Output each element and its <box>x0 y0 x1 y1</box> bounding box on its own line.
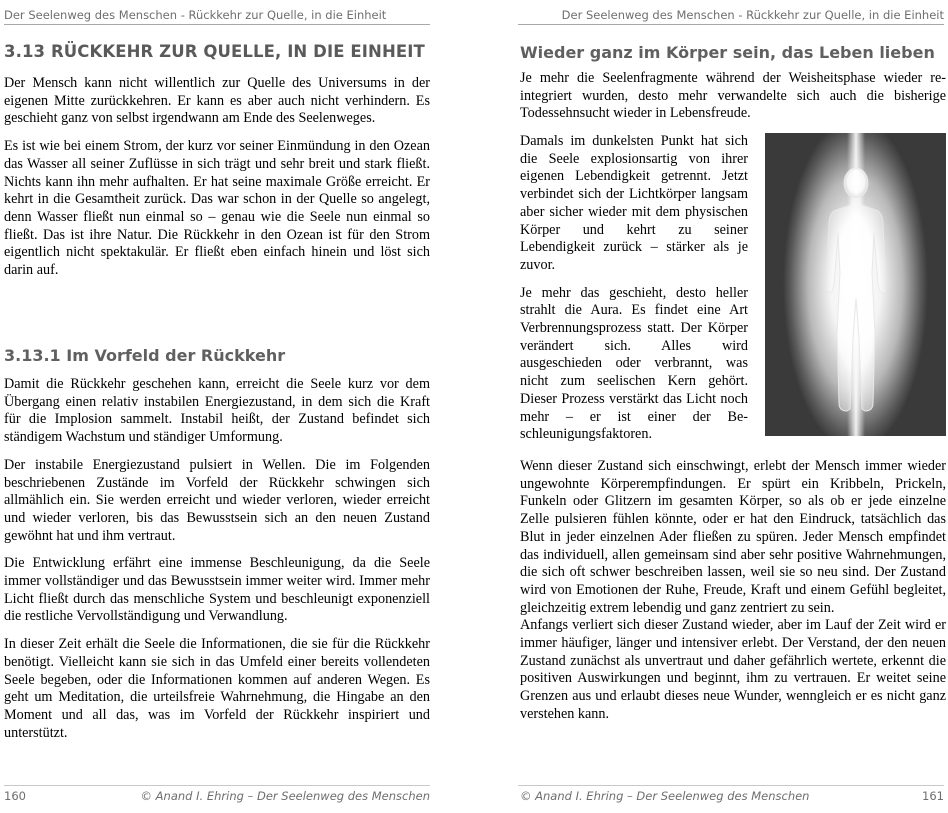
section-title-koerper: Wieder ganz im Körper sein, das Leben lieben <box>520 43 935 62</box>
footer-rule-right <box>518 785 944 786</box>
right-page <box>518 0 948 813</box>
right-body-paragraph-2: Anfangs verliert sich dieser Zustand wieder, aber im Lauf der Zeit wird er immer häufiger, länger und intensiver erlebt. Der Verstand, der den neuen Zustand zunächst als unvertraut und daher gefährlich wertete, erkennt die positiven Auswirkungen und beginnt, ihm zu vertrauen. Er weitet seine Grenzen aus und erlaubt dieses neue Wunder, wenngleich er es nicht ganz verstehen kann. <box>520 617 946 722</box>
body-paragraph-3: Die Entwicklung erfährt eine immense Beschleunigung, da die Seele immer vollständiger und das Bewusstsein immer weiter wird. Immer mehr Licht fließt durch das menschliche System und beschleunigt exponenziell die restliche Vervollständigung und Verwandlung. <box>4 555 430 625</box>
light-body-image <box>765 133 946 436</box>
chapter-title: 3.13 RÜCKKEHR ZUR QUELLE, IN DIE EINHEIT <box>4 42 425 61</box>
footer-credit-left: © Anand I. Ehring – Der Seelenweg des Menschen <box>140 789 430 803</box>
right-wrapped-text <box>520 133 748 454</box>
wrap-paragraph-1: Damals im dunkelsten Punkt hat sich die Seele explosionsartig von ihrer eigenen Lebendigkeit getrennt. Jetzt verbindet sich der Lichtkörper langsam aber sicher wieder mit dem physischen Körper und kehrt zu seiner Lebendigkeit zurück – stärker als je zuvor. <box>520 133 748 273</box>
chapter-intro <box>4 75 430 290</box>
body-paragraph-1: Damit die Rückkehr geschehen kann, erreicht die Seele kurz vor dem Übergang einen relativ instabilen Energiezustand, in dem sich die Kraft für die Implosion sammelt. Instabil heißt, der Zustand befindet sich ständigem Wachstum und ständiger Umformung. <box>4 376 430 446</box>
body-paragraph-4: In dieser Zeit erhält die Seele die Informationen, die sie für die Rückkehr benötigt. Vielleicht kann sie sich in das Umfeld einer bereits vollendeten Seele begeben, oder die Informationen kommen auf anderen Wegen. Es geht um Meditation, die urteilsfreie Wahrnehmung, die Hingabe an den Moment und all das, was im Vorfeld der Rückkehr inspiriert und unterstützt. <box>4 636 430 741</box>
right-body <box>520 458 946 724</box>
page-number-right: 161 <box>922 789 944 803</box>
section-body-left <box>4 376 430 752</box>
glowing-figure-icon <box>765 133 946 436</box>
right-body-paragraph-1: Wenn dieser Zustand sich einschwingt, erlebt der Mensch immer wieder ungewohnte Körperempfindungen. Er spürt ein Kribbeln, Prickeln, Funkeln oder Glitzern im gesamten Körper, so als ob er jede einzelne Zelle pulsieren fühlen könnte, oder er hat den Eindruck, tatsächlich das Blut in jeder einzelnen Ader fließen zu spüren. Jeder Mensch empfindet das individuell, allen gemeinsam sind aber sehr positive Wahrnehmungen, die sich oft schwer beschreiben lassen, weil sie so neu sind. Der Zustand wird von Emotionen der Ruhe, Freude, Kraft und einem Gefühl begleitet, gleichzeitig extrem lebendig und ganz zentriert zu sein. <box>520 458 946 616</box>
body-paragraph-2: Der instabile Energiezustand pulsiert in Wellen. Die im Folgenden beschriebenen Zustände im Vorfeld der Rückkehr schwingen sich allmählich ein. Sie werden erreicht und wieder verloren, wieder erreicht und wieder verloren, bis das Bewusstsein sich an den neuen Zustand gewöhnt hat und ihm vertraut. <box>4 456 430 544</box>
right-intro <box>520 70 946 123</box>
section-title-vorfeld: 3.13.1 Im Vorfeld der Rückkehr <box>4 346 286 365</box>
intro-paragraph-1: Der Mensch kann nicht willentlich zur Quelle des Universums in der eigenen Mitte zurückkehren. Er kann es aber auch nicht verhindern. Es geschieht ganz von selbst irgendwann am Ende des Seelenweges. <box>4 75 430 127</box>
header-rule-left <box>4 24 430 25</box>
left-page <box>0 0 440 813</box>
page-number-left: 160 <box>4 789 26 803</box>
right-intro-paragraph: Je mehr die Seelenfragmente während der Weisheitsphase wieder re-integriert wurden, desto mehr verwandelte sich auch die bisherige Todessehnsucht wieder in Lebensfreude. <box>520 70 946 122</box>
intro-paragraph-2: Es ist wie bei einem Strom, der kurz vor seiner Einmündung in den Ozean das Wasser all seiner Zuflüsse in sich trägt und sehr breit und stark fließt. Nichts kann ihn mehr aufhalten. Er hat seine maximale Größe erreicht. Er kehrt in die Gesamtheit zurück. Das war schon in der Quelle so angelegt, denn Wasser fließt nun einmal so – genau wie die Seele nun einmal so fließt. Das ist ihre Natur. Die Rückkehr in den Ozean ist für den Strom eigentlich nicht spektakulär. Er fließt eben einfach hinein und löst sich darin auf. <box>4 138 430 279</box>
running-header-left: Der Seelenweg des Menschen - Rückkehr zur Quelle, in die Einheit <box>4 8 387 22</box>
footer-rule-left <box>4 785 430 786</box>
wrap-paragraph-2: Je mehr das geschieht, desto heller strahlt die Aura. Es findet eine Art Verbrennungsprozess statt. Der Körper verändert sich. Alles wird ausgeschieden oder verbrannt, was nicht zum seelischen Kern gehört. Dieser Prozess verstärkt das Licht noch mehr – er ist einer der Beschleunigungsfaktoren. <box>520 284 748 443</box>
header-rule-right <box>518 24 944 25</box>
running-header-right: Der Seelenweg des Menschen - Rückkehr zur Quelle, in die Einheit <box>561 8 944 22</box>
footer-credit-right: © Anand I. Ehring – Der Seelenweg des Menschen <box>520 789 810 803</box>
